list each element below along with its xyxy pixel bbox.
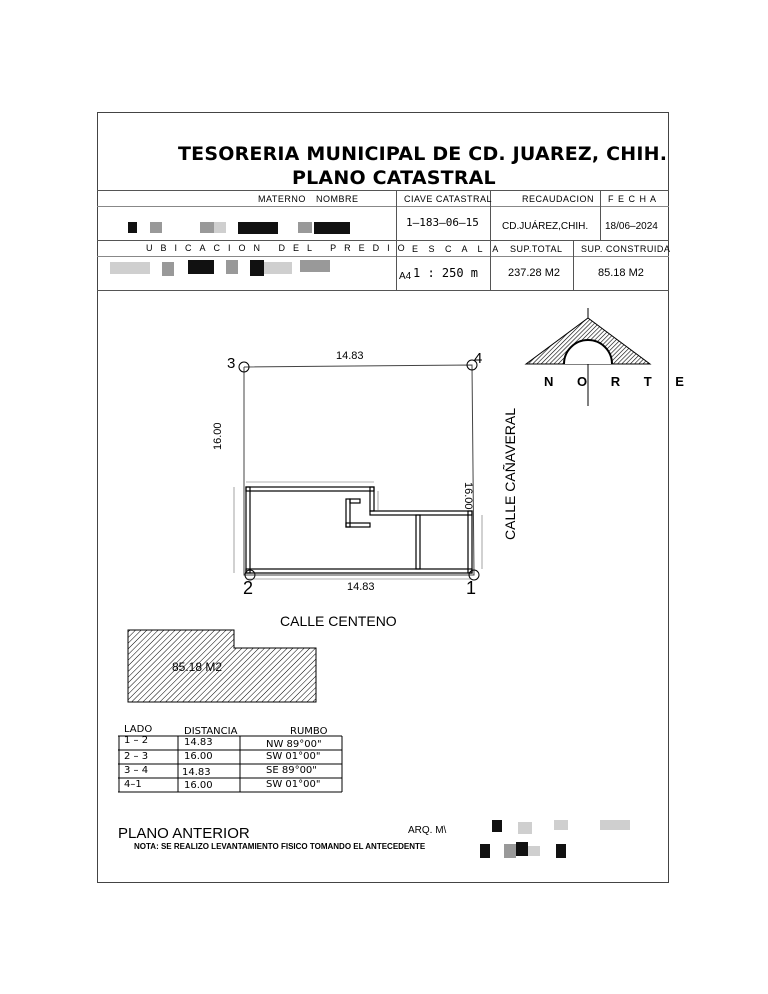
street-east-label: CALLE CAÑAVERAL (502, 407, 518, 540)
fecha-value: 18/06–2024 (605, 221, 658, 232)
header-ubicacion: UBICACION DEL PREDIO (146, 243, 413, 253)
escala-prefix: A4 (399, 271, 412, 282)
redaction-block (150, 222, 162, 233)
sup-construida-value: 85.18 M2 (598, 267, 644, 279)
header-sup-total: SUP.TOTAL (510, 244, 563, 254)
header-nombre: NOMBRE (316, 194, 359, 204)
right-dimension: 16.00 (462, 482, 474, 510)
redaction-block (300, 260, 330, 272)
header-recaudacion: RECAUDACION (522, 194, 595, 204)
table-rule (97, 240, 669, 241)
redaction-block (238, 222, 278, 234)
table-row-2-lado: 2 – 3 (124, 751, 149, 762)
table-row-2-rumbo: SW 01°00" (266, 751, 321, 762)
header-sup-construida: SUP. CONSTRUIDA (581, 244, 671, 254)
building-footprint (246, 487, 472, 573)
bottom-dimension: 14.83 (347, 581, 375, 593)
table-row-1-lado: 1 – 2 (124, 735, 149, 746)
redaction-block (200, 222, 214, 233)
clave-value: 1–183–06–15 (406, 216, 479, 229)
redaction-block (214, 222, 226, 233)
recaudacion-value: CD.JUÁREZ,CHIH. (502, 221, 589, 232)
header-clave-catastral: CIAVE CATASTRAL (404, 194, 493, 204)
north-arrow-icon (524, 300, 654, 410)
sup-total-value: 237.28 M2 (508, 267, 560, 279)
redaction-block (554, 820, 568, 830)
vertex-2-label: 2 (243, 578, 254, 598)
redaction-block (298, 222, 312, 233)
redaction-block (518, 822, 532, 834)
redaction-block (264, 262, 292, 274)
redaction-block (250, 260, 264, 276)
header-escala: E S C A L A (412, 244, 503, 254)
table-rule (97, 206, 669, 207)
redaction-block (492, 820, 502, 832)
table-header-rumbo: RUMBO (290, 726, 328, 737)
vertex-4-label: 4 (474, 350, 483, 367)
table-rule (97, 256, 669, 257)
north-label: N O R T E (544, 374, 694, 389)
table-rule (97, 290, 669, 291)
built-area-hatch (126, 628, 320, 704)
redaction-block (226, 260, 238, 274)
table-row-4-distancia: 16.00 (184, 780, 213, 791)
built-area-label: 85.18 M2 (172, 660, 223, 674)
header-materno: MATERNO (258, 194, 306, 204)
vertex-3-label: 3 (227, 355, 236, 372)
redaction-block (556, 844, 566, 858)
table-row-1-rumbo: NW 89°00" (266, 739, 322, 750)
vertex-1-label: 1 (466, 578, 477, 598)
table-row-1-distancia: 14.83 (184, 737, 213, 748)
table-rule (573, 240, 574, 290)
redaction-block (480, 844, 490, 858)
table-row-4-lado: 4–1 (124, 779, 142, 790)
table-row-2-distancia: 16.00 (184, 751, 213, 762)
redaction-block (600, 820, 630, 830)
table-row-4-rumbo: SW 01°00" (266, 779, 321, 790)
table-header-distancia: DISTANCIA (184, 726, 238, 737)
plano-anterior-label: PLANO ANTERIOR (118, 825, 250, 842)
redaction-block (516, 842, 528, 856)
top-dimension: 14.83 (336, 350, 364, 362)
escala-value: 1 : 250 m (413, 266, 479, 280)
header-fecha: F E C H A (608, 194, 658, 204)
redaction-block (162, 262, 174, 276)
redaction-block (188, 260, 214, 274)
left-dimension: 16.00 (212, 422, 224, 450)
architect-label: ARQ. M\ (408, 825, 447, 836)
document-subtitle: PLANO CATASTRAL (292, 167, 496, 189)
survey-note: NOTA: SE REALIZO LEVANTAMIENTO FISICO TOMANDO EL ANTECEDENTE (134, 842, 426, 851)
lot-plan (220, 345, 520, 600)
street-south-label: CALLE CENTENO (280, 613, 397, 629)
table-row-3-distancia: 14.83 (182, 767, 211, 778)
redaction-block (314, 222, 350, 234)
table-rule (600, 190, 601, 240)
redaction-block (110, 262, 150, 274)
document-title: TESORERIA MUNICIPAL DE CD. JUAREZ, CHIH. (178, 143, 668, 165)
table-rule (490, 190, 491, 290)
table-row-3-lado: 3 – 4 (124, 765, 149, 776)
table-rule (396, 190, 397, 290)
table-header-lado: LADO (124, 724, 153, 735)
table-row-3-rumbo: SE 89°00" (266, 765, 317, 776)
redaction-block (528, 846, 540, 856)
redaction-block (128, 222, 137, 233)
table-rule (97, 190, 669, 191)
redaction-block (504, 844, 516, 858)
